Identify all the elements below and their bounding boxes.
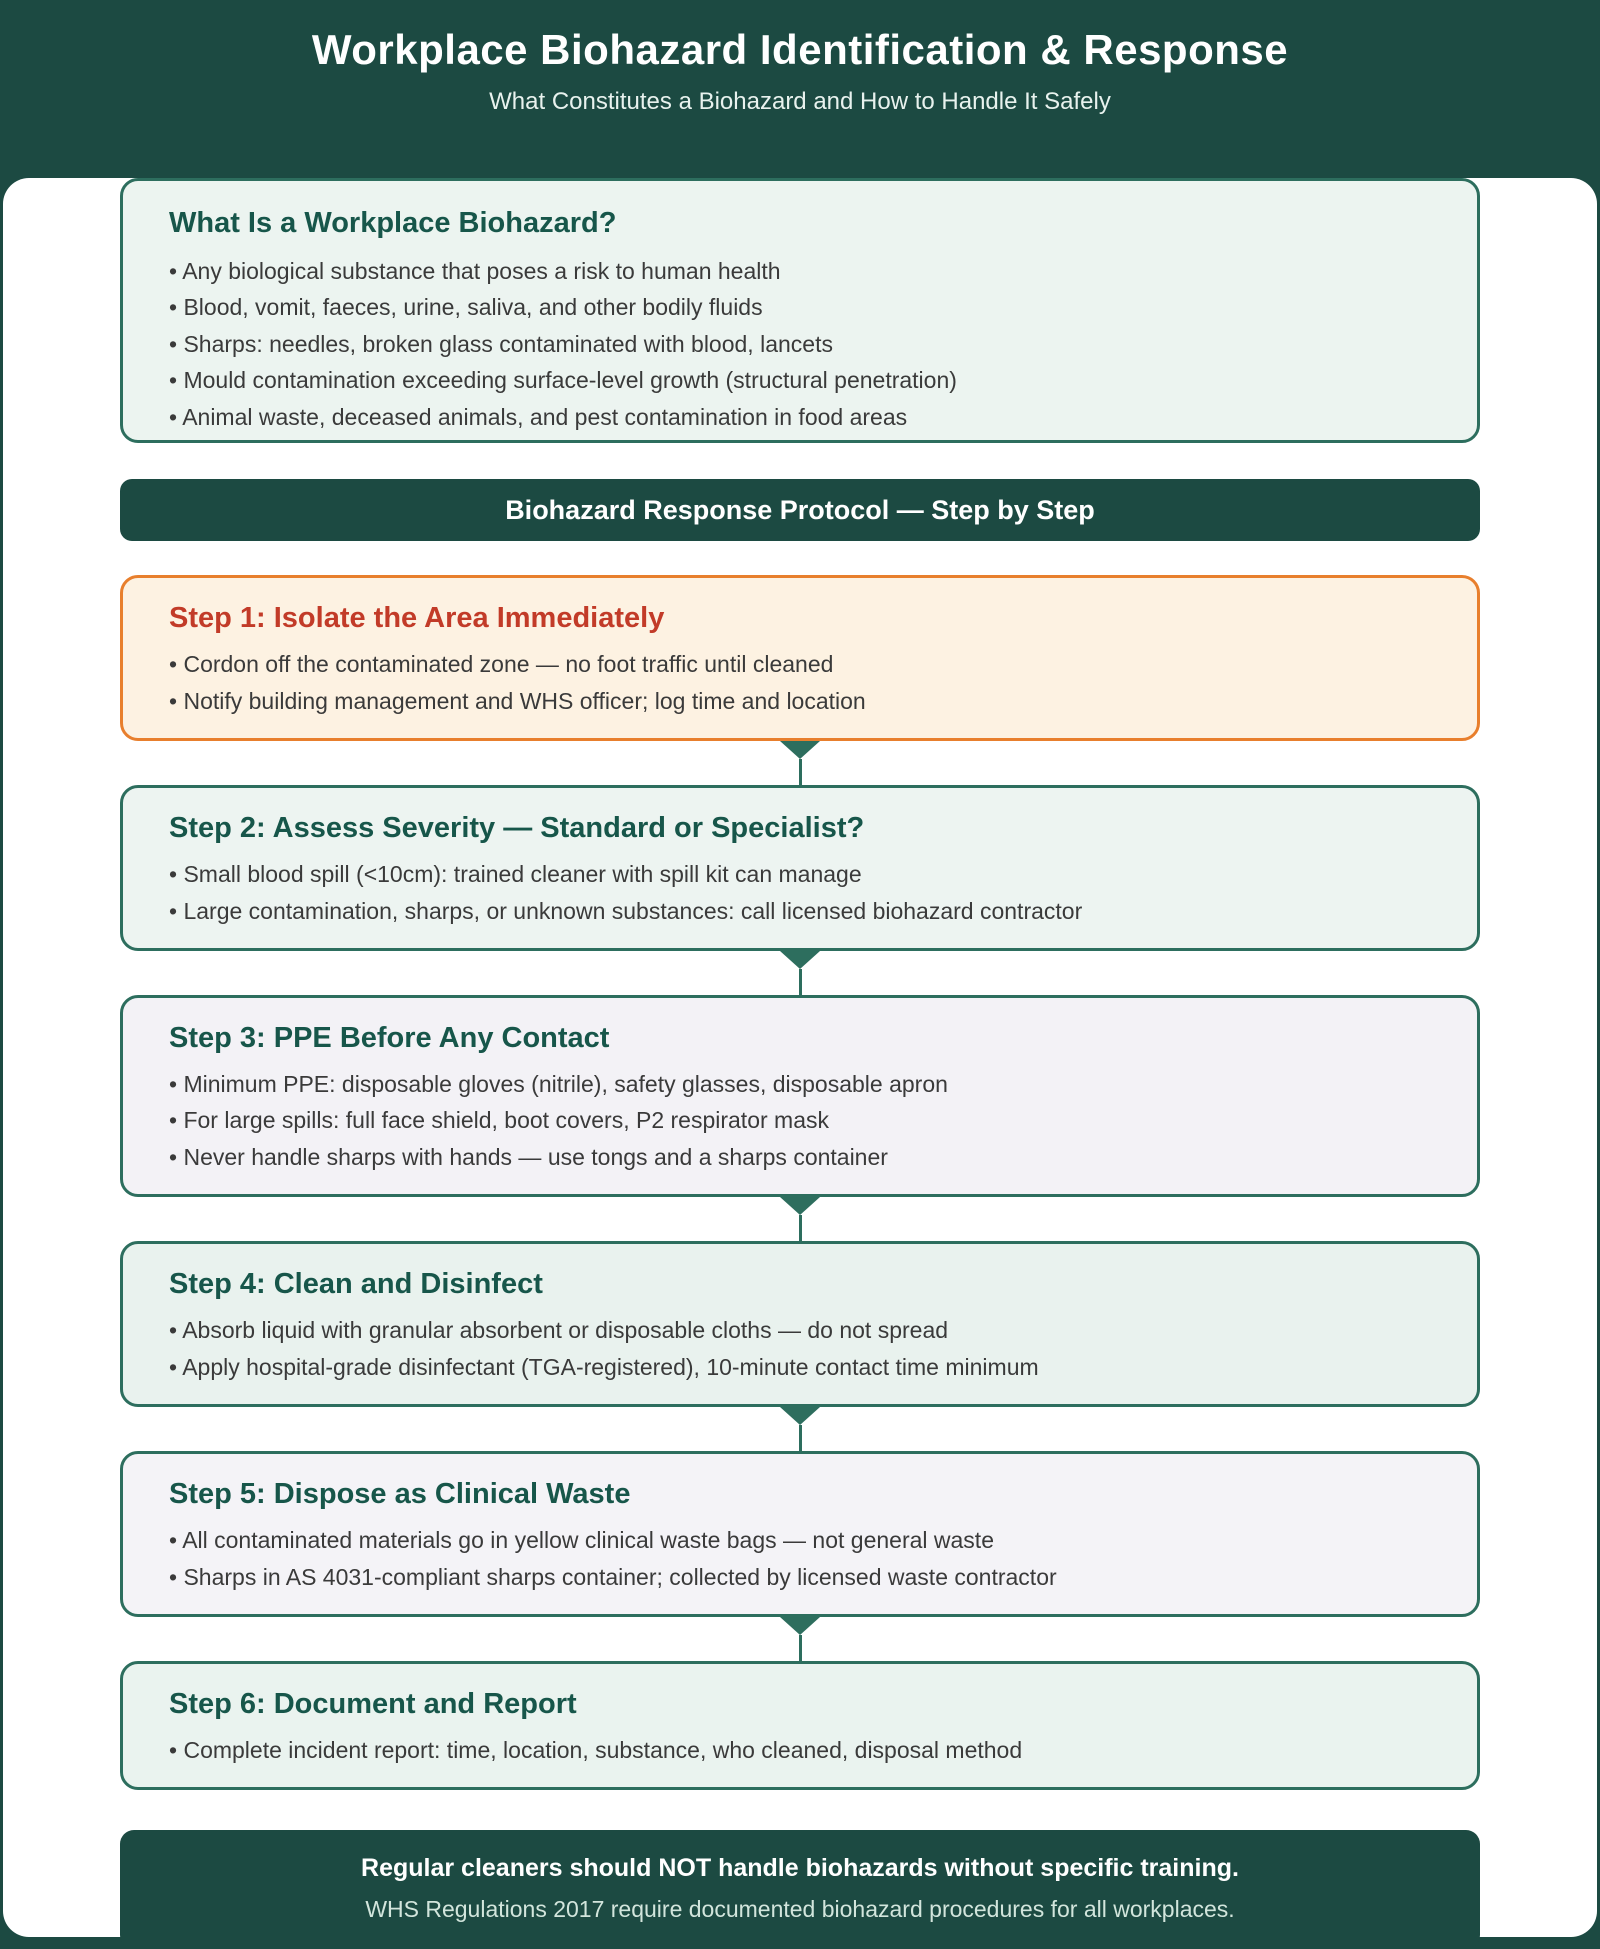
step-bullet: • Large contamination, sharps, or unknown substances: call licensed biohazard contractor [169,898,1431,924]
arrow-down-icon [780,1197,820,1215]
intro-bullet: • Animal waste, deceased animals, and pest contamination in food areas [169,404,1431,430]
intro-bullet: • Any biological substance that poses a risk to human health [169,258,1431,284]
flow-connector [120,741,1480,785]
step-bullet: • Cordon off the contaminated zone — no foot traffic until cleaned [169,651,1431,677]
protocol-banner-label: Biohazard Response Protocol — Step by Step [505,494,1095,525]
intro-bullet: • Mould contamination exceeding surface-level growth (structural penetration) [169,367,1431,393]
connector-line [799,759,802,785]
intro-bullet: • Blood, vomit, faeces, urine, saliva, and other bodily fluids [169,294,1431,320]
step-3-box [120,995,1480,1197]
flow-connector [120,1407,1480,1451]
connector-line [799,969,802,995]
arrow-down-icon [780,1617,820,1635]
step-1-box [120,575,1480,741]
footer-warning-primary: Regular cleaners should NOT handle biohazards without specific training. [361,1854,1239,1883]
intro-bullet: • Sharps: needles, broken glass contaminated with blood, lancets [169,331,1431,357]
step-bullet: • Sharps in AS 4031-compliant sharps container; collected by licensed waste contractor [169,1564,1431,1590]
step-bullet: • Complete incident report: time, location, substance, who cleaned, disposal method [169,1737,1431,1763]
step-bullet: • Notify building management and WHS officer; log time and location [169,688,1431,714]
step-bullet-list [169,651,1431,714]
step-3-title: Step 3: PPE Before Any Contact [169,1021,610,1054]
connector-line [799,1425,802,1451]
flow-connector [120,951,1480,995]
step-bullet: • Absorb liquid with granular absorbent or disposable cloths — do not spread [169,1317,1431,1343]
step-bullet: • Minimum PPE: disposable gloves (nitrile), safety glasses, disposable apron [169,1071,1431,1097]
connector-line [799,1215,802,1241]
step-bullet-list [169,861,1431,924]
footer-warning-secondary: WHS Regulations 2017 require documented biohazard procedures for all workplaces. [365,1896,1235,1923]
page-title: Workplace Biohazard Identification & Response [311,26,1289,73]
step-6-box [120,1661,1480,1790]
flow-connector [120,1197,1480,1241]
page-subtitle: What Constitutes a Biohazard and How to Handle It Safely [489,88,1111,115]
header-banner [0,0,1600,138]
step-bullet: • For large spills: full face shield, boot covers, P2 respirator mask [169,1107,1431,1133]
step-bullet-list [169,1071,1431,1170]
flow-connector [120,1617,1480,1661]
step-bullet-list [169,1737,1431,1763]
protocol-banner [120,479,1480,541]
arrow-down-icon [780,1407,820,1425]
step-4-box [120,1241,1480,1407]
step-1-title: Step 1: Isolate the Area Immediately [169,602,665,635]
intro-bullet-list [169,258,1431,430]
step-bullet: • Apply hospital-grade disinfectant (TGA-registered), 10-minute contact time minimum [169,1354,1431,1380]
arrow-down-icon [780,741,820,759]
intro-title: What Is a Workplace Biohazard? [169,207,617,239]
step-bullet-list [169,1527,1431,1590]
footer-warning-banner [120,1830,1480,1949]
step-6-title: Step 6: Document and Report [169,1688,577,1720]
connector-line [799,1635,802,1661]
step-5-title: Step 5: Dispose as Clinical Waste [169,1478,631,1511]
step-2-box [120,785,1480,951]
step-5-box [120,1451,1480,1617]
intro-box [120,178,1480,443]
step-bullet-list [169,1317,1431,1380]
content-column [120,178,1480,1949]
step-bullet: • All contaminated materials go in yellow clinical waste bags — not general waste [169,1527,1431,1553]
steps-flow [120,575,1480,1790]
arrow-down-icon [780,951,820,969]
step-bullet: • Small blood spill (<10cm): trained cleaner with spill kit can manage [169,861,1431,887]
step-4-title: Step 4: Clean and Disinfect [169,1268,543,1301]
content-card [3,178,1597,1937]
step-bullet: • Never handle sharps with hands — use tongs and a sharps container [169,1144,1431,1170]
step-2-title: Step 2: Assess Severity — Standard or Specialist? [169,812,865,845]
